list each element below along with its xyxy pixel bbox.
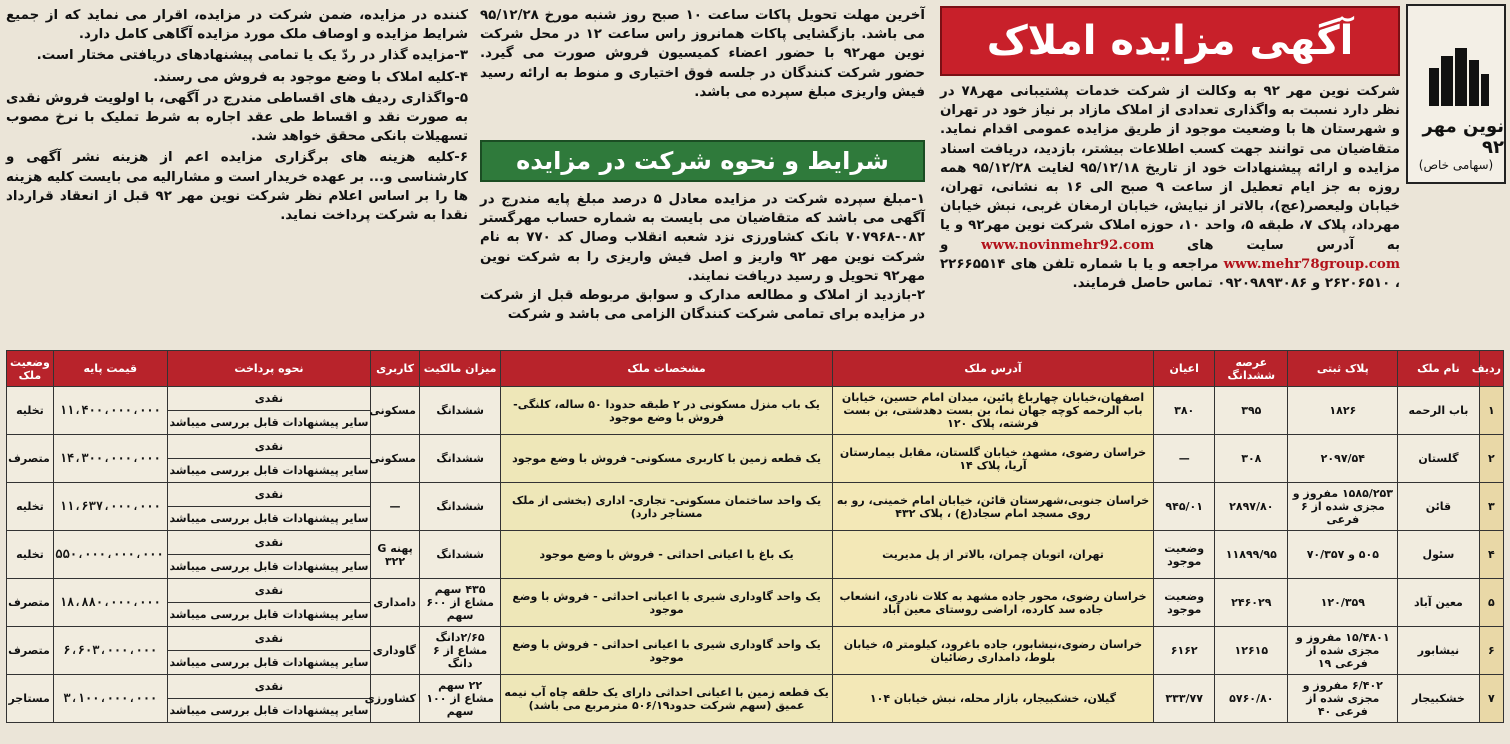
property-specs-text: یک واحد ساختمان مسکونی- تجاری- اداری (بخشی از ملک مستاجر دارد) <box>511 493 822 520</box>
property-plaque-text: ۱۸۲۶ <box>1329 404 1357 417</box>
logo-name: نوین مهر ۹۲ <box>1422 116 1504 158</box>
property-area-text: ۲۸۹۷/۸۰ <box>1229 500 1274 513</box>
property-building <box>1154 435 1215 483</box>
property-area-text: ۲۴۶۰۲۹ <box>1231 596 1272 609</box>
property-plaque <box>1288 483 1398 531</box>
deadline-paragraph: آخرین مهلت تحویل پاکات ساعت ۱۰ صبح روز شنبه مورخ ۹۵/۱۲/۲۸ می باشد. بازگشایی پاکات همانروز راس ساعت ۱۲ در محل شرکت نوین مهر۹۲ با حضور اعضاء کمیسیون فروش صورت می گیرد. حضور شرکت کنندگان در جلسه فوق اختیاری و منوط به ارائه رسید فیش واریزی مبلغ سپرده می باشد. <box>480 8 926 100</box>
base-price <box>53 531 167 579</box>
intro-and: و <box>940 237 949 253</box>
property-plaque <box>1288 675 1398 723</box>
property-ownership <box>419 675 500 723</box>
header-price: قیمت پایه <box>53 351 167 387</box>
property-ownership-text: ۴۳۵ سهم مشاع از ۶۰۰ سهم <box>426 583 494 622</box>
base-price-text: ۱۸،۸۸۰،۰۰۰،۰۰۰ <box>59 595 161 609</box>
property-specs <box>501 627 833 675</box>
property-plaque <box>1288 387 1398 435</box>
middle-column-conditions <box>480 190 925 324</box>
property-usage <box>371 531 420 579</box>
condition-5: ۵-واگذاری ردیف های اقساطی مندرج در آگهی، با اولویت فروش نقدی به صورت نقد و اقساط طی عقد اجاره به شرط تملیک با نرخ مصوب تسهیلات بانکی محقق خواهد شد. <box>6 90 468 145</box>
property-usage <box>364 675 420 723</box>
payment-other: سایر پیشنهادات قابل بررسی میباشد <box>169 607 369 621</box>
payment-other: سایر پیشنهادات قابل بررسی میباشد <box>169 415 369 429</box>
properties-table <box>6 350 1504 723</box>
property-plaque-text: ۶/۴۰۲ مفروز و مجزی شده از فرعی ۴۰ <box>1302 679 1383 718</box>
property-specs <box>501 387 833 435</box>
property-specs-text: یک واحد گاوداری شیری با اعیانی احداثی - فروش با وضع موجود <box>512 589 821 616</box>
header-status: وضعیت ملک <box>7 351 54 387</box>
property-status <box>7 627 54 675</box>
row-number-text: ۳ <box>1487 500 1495 513</box>
property-area-text: ۵۷۶۰/۸۰ <box>1229 692 1274 705</box>
condition-2-cont: کننده در مزایده، ضمن شرکت در مزایده، اقرار می نماید که از جمیع شرایط مزایده و اوصاف ملک مورد مزایده آگاهی کامل دارد. <box>6 8 468 43</box>
property-ownership-text: ششدانگ <box>436 548 484 561</box>
property-area-text: ۳۰۸ <box>1241 452 1262 465</box>
property-usage-text: گاوداری <box>372 644 416 657</box>
buildings-icon <box>1421 46 1491 110</box>
property-usage <box>371 435 420 483</box>
table-row <box>7 531 1504 579</box>
payment-cash: نقدی <box>168 628 370 651</box>
property-usage-text: مسکونی <box>369 404 416 417</box>
property-address-text: خراسان جنوبی،شهرستان قائن، خیابان امام خمینی، رو به روی مسجد امام سجاد(ع) ، پلاک ۴۳۲ <box>836 493 1150 520</box>
property-building-text: ۳۸۰ <box>1174 404 1195 417</box>
property-address-text: تهران، اتوبان چمران، بالاتر از پل مدیریت <box>882 548 1104 561</box>
logo-subtitle: (سهامی خاص) <box>1418 158 1494 172</box>
header-area: عرصه ششدانگ <box>1215 351 1288 387</box>
property-usage-text: دامداری <box>373 596 416 609</box>
property-building <box>1154 483 1215 531</box>
middle-column-top <box>480 6 925 102</box>
left-column <box>6 6 468 227</box>
property-ownership-text: ۲۲ سهم مشاع از ۱۰۰ سهم <box>426 679 494 718</box>
property-usage <box>371 579 420 627</box>
property-address <box>832 675 1153 723</box>
base-price-text: ۱۴،۳۰۰،۰۰۰،۰۰۰ <box>59 451 161 465</box>
property-status <box>7 579 54 627</box>
property-status-text: متصرف <box>8 644 50 657</box>
property-plaque-text: ۱۲۰/۳۵۹ <box>1320 596 1365 609</box>
base-price-text: ۱۱،۶۳۷،۰۰۰،۰۰۰ <box>59 499 161 513</box>
payment-method <box>167 675 370 723</box>
property-building <box>1154 675 1215 723</box>
conditions-banner <box>480 140 925 182</box>
property-ownership-text: ششدانگ <box>436 500 484 513</box>
base-price <box>53 675 167 723</box>
property-area <box>1215 387 1288 435</box>
condition-2: ۲-بازدید از املاک و مطالعه مدارک و سوابق مربوطه قبل از شرکت در مزایده برای تمامی شرکت کنندگان الزامی می باشد و شرکت <box>480 288 925 323</box>
property-status-text: متصرف <box>8 596 50 609</box>
property-area-text: ۳۹۵ <box>1241 404 1262 417</box>
property-specs-text: یک قطعه زمین با کاربری مسکونی- فروش با وضع موجود <box>512 452 822 465</box>
property-area <box>1215 579 1288 627</box>
intro-paragraph-1: شرکت نوین مهر ۹۲ به وکالت از شرکت خدمات پشتیبانی مهر۷۸ در نظر دارد نسبت به واگذاری تعدادی از املاک مازاد بر نیاز خود در تهران و شهرستان ها با وضعیت موجود از طریق مزایده عمومی اقدام نماید. متقاضیان می توانند جهت کسب اطلاعات بیشتر، بازدید، دریافت اسناد مزایده و ارائه پیشنهادات خود از تاریخ ۹۵/۱۲/۱۸ لغایت ۹۵/۱۲/۲۸ همه روزه به جز ایام تعطیل از ساعت ۹ صبح الی ۱۶ به نشانی، تهران، خیابان ولیعصر(عج)، بالاتر از نیایش، خیابان ارمغان غربی، نبش خیابان مهرداد، پلاک ۷، طبقه ۵، واحد ۱۰، حوزه املاک شرکت نوین مهر۹۲ و یا به آدرس سایت های <box>940 84 1400 253</box>
base-price-text: ۳،۱۰۰،۰۰۰،۰۰۰ <box>63 691 158 705</box>
property-plaque <box>1288 579 1398 627</box>
header-plaque: پلاک ثبتی <box>1288 351 1398 387</box>
payment-method <box>167 387 370 435</box>
property-specs <box>501 579 833 627</box>
property-address-text: خراسان رضوی، مشهد، خیابان گلستان، مقابل بیمارستان آریا، پلاک ۱۴ <box>839 445 1147 472</box>
property-name <box>1398 579 1479 627</box>
property-address <box>832 483 1153 531</box>
header-row-num: ردیف <box>1479 351 1503 387</box>
property-building <box>1154 579 1215 627</box>
page-title: آگهی مزایده املاک <box>986 18 1354 64</box>
base-price <box>53 579 167 627</box>
property-building-text: ۹۴۵/۰۱ <box>1165 500 1203 513</box>
header-payment: نحوه پرداخت <box>167 351 370 387</box>
property-address <box>832 387 1153 435</box>
base-price <box>53 627 167 675</box>
property-plaque <box>1288 435 1398 483</box>
payment-method <box>167 483 370 531</box>
header-name: نام ملک <box>1398 351 1479 387</box>
property-name <box>1398 435 1479 483</box>
property-name <box>1398 483 1479 531</box>
payment-cash: نقدی <box>168 580 370 603</box>
base-price-text: ۶،۶۰۳،۰۰۰،۰۰۰ <box>63 643 158 657</box>
property-ownership-text: ۲/۶۵دانگ مشاع از ۶ دانگ <box>433 631 488 670</box>
payment-other: سایر پیشنهادات قابل بررسی میباشد <box>169 559 369 573</box>
property-specs <box>501 483 833 531</box>
property-area <box>1215 627 1288 675</box>
payment-other: سایر پیشنهادات قابل بررسی میباشد <box>169 511 369 525</box>
property-area <box>1215 435 1288 483</box>
property-specs <box>501 531 833 579</box>
header-address: آدرس ملک <box>832 351 1153 387</box>
payment-method <box>167 435 370 483</box>
payment-other: سایر پیشنهادات قابل بررسی میباشد <box>169 655 369 669</box>
property-area <box>1215 531 1288 579</box>
property-address <box>832 531 1153 579</box>
payment-method <box>167 627 370 675</box>
property-ownership <box>419 627 500 675</box>
row-number <box>1479 387 1503 435</box>
payment-method <box>167 531 370 579</box>
property-status <box>7 435 54 483</box>
payment-cash: نقدی <box>168 532 370 555</box>
base-price <box>53 387 167 435</box>
header-ownership: میزان مالکیت <box>419 351 500 387</box>
property-specs-text: یک باغ با اعیانی احداثی - فروش با وضع موجود <box>539 548 794 561</box>
property-name <box>1398 675 1479 723</box>
table-row <box>7 435 1504 483</box>
property-address-text: اصفهان،خیابان چهارباغ پائین، میدان امام حسین، خیابان باب الرحمه کوچه جهان نما، بن بست دهدشتی، بن بست فرشته، پلاک ۱۲۰ <box>841 391 1145 430</box>
property-building-text: وضعیت موجود <box>1164 541 1205 568</box>
property-name-text: قائن <box>1425 500 1452 513</box>
property-area-text: ۱۱۸۹۹/۹۵ <box>1225 548 1277 561</box>
payment-other: سایر پیشنهادات قابل بررسی میباشد <box>169 463 369 477</box>
property-usage-text: — <box>389 500 401 513</box>
property-building <box>1154 387 1215 435</box>
table-row <box>7 483 1504 531</box>
property-specs-text: یک باب منزل مسکونی در ۲ طبقه حدودا ۵۰ ساله، کلنگی- فروش با وضع موجود <box>513 397 820 424</box>
property-name-text: معین آباد <box>1413 596 1463 609</box>
condition-4: ۴-کلیه املاک با وضع موجود به فروش می رسند. <box>153 69 468 85</box>
property-plaque-text: ۲۰۹۷/۵۴ <box>1320 452 1365 465</box>
property-name-text: نیشابور <box>1417 644 1460 657</box>
row-number <box>1479 627 1503 675</box>
property-ownership <box>419 387 500 435</box>
property-specs-text: یک قطعه زمین با اعیانی احداثی دارای یک حلقه چاه آب نیمه عمیق (سهم شرکت حدود۵۰۶/۱۹ مترمربع می باشد) <box>504 685 829 712</box>
property-name <box>1398 531 1479 579</box>
property-ownership-text: ششدانگ <box>436 452 484 465</box>
conditions-title: شرایط و نحوه شرکت در مزایده <box>516 147 889 175</box>
property-name-text: گلستان <box>1418 452 1459 465</box>
header-specs: مشخصات ملک <box>501 351 833 387</box>
property-building-text: ۶۱۶۲ <box>1170 644 1198 657</box>
base-price-text: ۱۱،۴۰۰،۰۰۰،۰۰۰ <box>59 403 161 417</box>
table-row <box>7 675 1504 723</box>
payment-cash: نقدی <box>168 484 370 507</box>
condition-6: ۶-کلیه هزینه های برگزاری مزایده اعم از هزینه نشر آگهی و کارشناسی و... بر عهده خریدار است و مشارالیه می بایست کلیه هزینه ها را بر اساس اعلام نظر شرکت نوین مهر ۹۲ قبل از انعقاد قرارداد نقدا به شرکت پرداخت نماید. <box>6 150 469 224</box>
property-address-text: خراسان رضوی، محور جاده مشهد به کلات نادری، انشعاب جاده سد کارده، اراضی روستای معین آباد <box>839 589 1147 616</box>
property-plaque <box>1288 627 1398 675</box>
condition-1: ۱-مبلغ سپرده شرکت در مزایده معادل ۵ درصد مبلغ پایه مندرج در آگهی می باشد که متقاضیان می بایست به شماره حساب مهرگستر ۰۸۲-۷۰۷۹۶۸ بانک کشاورزی نزد شعبه انقلاب وصال کد ۷۷۰ به نام شرکت نوین مهر ۹۲ واریز و اصل فیش واریزی را به شرکت نوین مهر۹۲ تحویل و رسید دریافت نمایند. <box>480 192 925 284</box>
header-usage: کاربری <box>371 351 420 387</box>
property-name-text: سئول <box>1422 548 1455 561</box>
intro-text <box>940 82 1400 293</box>
property-status <box>7 387 54 435</box>
row-number <box>1479 483 1503 531</box>
property-building-text: وضعیت موجود <box>1164 589 1205 616</box>
property-usage <box>371 483 420 531</box>
base-price <box>53 483 167 531</box>
property-name <box>1398 387 1479 435</box>
intro-paragraph-2: مراجعه و یا با شماره تلفن های ۲۲۶۶۵۵۱۴ ، ۲۶۲۰۶۵۱۰ و ۰۹۲۰۹۸۹۳۰۸۶ تماس حاصل فرمایند. <box>940 256 1400 292</box>
website-link-2[interactable]: www.mehr78group.com <box>1223 255 1400 272</box>
property-address <box>832 435 1153 483</box>
property-area-text: ۱۲۶۱۵ <box>1234 644 1269 657</box>
row-number-text: ۴ <box>1487 548 1495 561</box>
property-status <box>7 483 54 531</box>
property-building <box>1154 531 1215 579</box>
property-status-text: تخلیه <box>16 548 44 561</box>
row-number-text: ۵ <box>1487 596 1495 609</box>
property-status <box>7 531 54 579</box>
property-plaque <box>1288 531 1398 579</box>
property-status-text: متصرف <box>8 452 50 465</box>
payment-cash: نقدی <box>168 388 370 411</box>
property-usage-text: کشاورزی <box>364 692 416 705</box>
property-area <box>1215 483 1288 531</box>
property-status-text: تخلیه <box>16 500 44 513</box>
property-area <box>1215 675 1288 723</box>
row-number-text: ۷ <box>1487 692 1495 705</box>
header-building: اعیان <box>1154 351 1215 387</box>
row-number-text: ۱ <box>1487 404 1495 417</box>
property-status-text: تخلیه <box>16 404 44 417</box>
row-number <box>1479 675 1503 723</box>
property-usage <box>371 627 420 675</box>
property-ownership <box>419 531 500 579</box>
property-address-text: خراسان رضوی،نیشابور، جاده باغرود، کیلومتر ۵، خیابان بلوط، دامداری رضائیان <box>843 637 1143 664</box>
payment-method <box>167 579 370 627</box>
property-ownership-text: ششدانگ <box>436 404 484 417</box>
condition-3: ۳-مزایده گذار در ردّ یک یا تمامی پیشنهادهای دریافتی مختار است. <box>36 48 468 64</box>
property-name <box>1398 627 1479 675</box>
base-price <box>53 435 167 483</box>
property-usage-text: پهنه G ۳۲۲ <box>377 541 413 568</box>
property-specs <box>501 435 833 483</box>
property-status-text: مستاجر <box>8 692 50 705</box>
property-usage <box>371 387 420 435</box>
row-number <box>1479 531 1503 579</box>
table-row <box>7 387 1504 435</box>
company-logo <box>1406 4 1506 184</box>
website-link-1[interactable]: www.novinmehr92.com <box>981 236 1155 253</box>
property-name-text: خشکبیجار <box>1411 692 1465 705</box>
property-status <box>7 675 54 723</box>
property-ownership <box>419 435 500 483</box>
payment-other: سایر پیشنهادات قابل بررسی میباشد <box>169 703 369 717</box>
table-row <box>7 627 1504 675</box>
property-address-text: گیلان، خشکبیجار، بازار محله، نبش خیابان ۱۰۴ <box>869 692 1117 705</box>
title-banner <box>940 6 1400 76</box>
row-number-text: ۲ <box>1487 452 1495 465</box>
property-usage-text: مسکونی <box>369 452 416 465</box>
property-address <box>832 627 1153 675</box>
property-building-text: — <box>1178 452 1190 465</box>
row-number-text: ۶ <box>1487 644 1495 657</box>
row-number <box>1479 579 1503 627</box>
property-plaque-text: ۵۰۵ و ۷۰/۳۵۷ <box>1306 548 1379 561</box>
property-specs <box>501 675 833 723</box>
table-header-row <box>7 351 1504 387</box>
property-plaque-text: ۱۵۸۵/۲۵۳ مفروز و مجزی شده از ۶ فرعی <box>1292 487 1393 526</box>
property-ownership <box>419 579 500 627</box>
base-price-text: ۵۵۰،۰۰۰،۰۰۰،۰۰۰ <box>55 547 164 561</box>
row-number <box>1479 435 1503 483</box>
table-row <box>7 579 1504 627</box>
property-specs-text: یک واحد گاوداری شیری با اعیانی احداثی - فروش با وضع موجود <box>512 637 821 664</box>
property-address <box>832 579 1153 627</box>
property-building <box>1154 627 1215 675</box>
payment-cash: نقدی <box>168 436 370 459</box>
property-plaque-text: ۱۵/۴۸۰۱ مفروز و مجزی شده از فرعی ۱۹ <box>1296 631 1390 670</box>
property-building-text: ۳۳۳/۷۷ <box>1165 692 1203 705</box>
property-ownership <box>419 483 500 531</box>
payment-cash: نقدی <box>168 676 370 699</box>
property-name-text: باب الرحمه <box>1408 404 1469 417</box>
